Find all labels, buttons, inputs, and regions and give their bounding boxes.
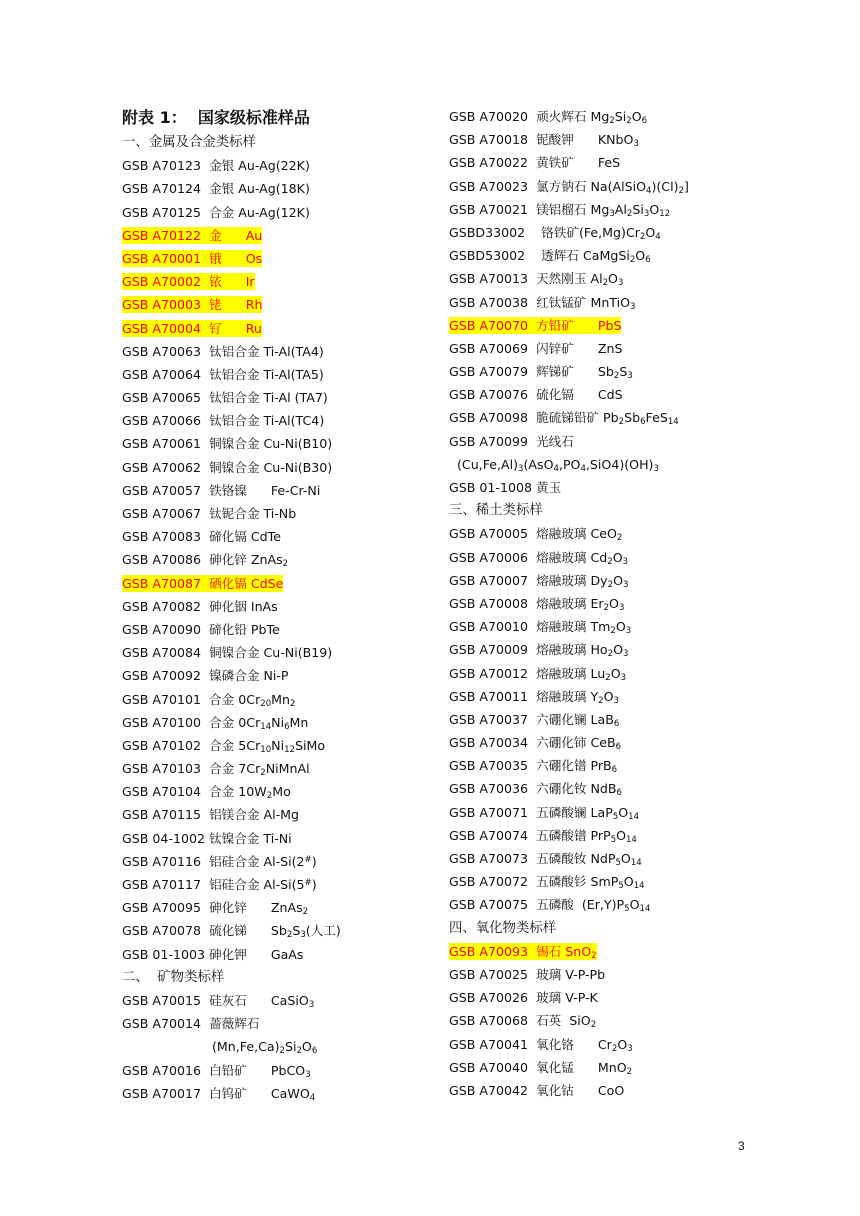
sample-entry <box>122 919 437 942</box>
sample-entry <box>449 198 829 221</box>
sample-entry <box>449 847 829 870</box>
sample-entry <box>122 595 437 618</box>
sample-entry <box>449 662 829 685</box>
sample-entry <box>122 224 437 247</box>
entry-text: GSBD53002 透辉石 $CaMgSi_2O_6$ <box>449 248 651 266</box>
sample-entry <box>449 986 829 1009</box>
entry-text: GSB A70042 氧化钴 CoO <box>449 1082 625 1098</box>
entry-text: GSB A70066 钛铝合金 Ti-Al(TC4) <box>122 413 325 429</box>
entry-text: GSB A70012 熔融玻璃 $Lu_2O_3$ <box>449 665 627 683</box>
entry-text: GSB A70102 合金 $5Cr_{10}Ni_{12}SiMo$ <box>122 737 326 756</box>
sample-entry <box>122 943 437 966</box>
sample-entry <box>122 1012 437 1035</box>
sample-entry <box>449 824 829 847</box>
entry-text: GSB A70009 熔融玻璃 $Ho_2O_3$ <box>449 642 629 660</box>
entry-text: GSB A70063 钛铝合金 Ti-Al(TA4) <box>122 343 324 359</box>
sample-entry <box>122 896 437 919</box>
sample-entry <box>122 757 437 780</box>
sample-entry <box>122 803 437 826</box>
entry-text: GSB A70014 蔷薇辉石 <box>122 1016 260 1032</box>
sample-entry <box>449 175 829 198</box>
entry-text: GSB A70008 熔融玻璃 $Er_2O_3$ <box>449 595 625 614</box>
sample-entry <box>122 989 437 1012</box>
entry-text: GSB A70078 硫化锑 $Sb_2S_3$(人工) <box>122 923 341 941</box>
sample-entry <box>449 151 829 174</box>
entry-text: 附表 1： 国家级标准样品 <box>122 108 310 127</box>
sample-entry <box>449 801 829 824</box>
sample-entry <box>449 430 829 453</box>
entry-text: GSB A70021 镁铝榴石 $Mg_3Al_2Si_3O_{12}$ <box>449 201 671 219</box>
sample-entry <box>122 525 437 548</box>
entry-text: GSB A70007 熔融玻璃 $Dy_2O_3$ <box>449 572 629 590</box>
entry-text: GSB A70098 脆硫锑铅矿 $Pb_2Sb_6FeS_{14}$ <box>449 410 679 428</box>
entry-text: 四、氧化物类标样 <box>449 920 557 936</box>
sample-entry <box>449 476 829 499</box>
sample-entry <box>122 1082 437 1105</box>
sample-entry <box>122 664 437 687</box>
entry-text: GSB A70079 辉锑矿 $Sb_2S_3$ <box>449 364 633 382</box>
entry-text: GSB A70117 铝硅合金 Al-Si(5#) <box>122 877 317 892</box>
sample-entry <box>122 572 437 595</box>
sample-entry <box>449 244 829 267</box>
entry-text: GSB A70083 碲化镉 CdTe <box>122 529 281 545</box>
entry-text: GSB A70065 钛铝合金 Ti-Al (TA7) <box>122 390 328 406</box>
sample-entry <box>449 893 829 916</box>
entry-text: GSB A70071 五磷酸镧 $LaP_5O_{14}$ <box>449 804 640 822</box>
entry-text: GSB A70020 顽火辉石 $Mg_2Si_2O_6$ <box>449 109 648 127</box>
sample-entry <box>122 688 437 711</box>
entry-text: GSBD33002 铬铁矿$(Fe,Mg)Cr_2O_4$ <box>449 224 661 243</box>
entry-text: 三、稀土类标样 <box>449 503 543 519</box>
sample-entry <box>449 267 829 290</box>
sample-entry <box>122 827 437 850</box>
entry-text: GSB A70125 合金 Au-Ag(12K) <box>122 204 310 220</box>
entry-text: $(Cu,Fe,Al)_3(AsO_4,PO_4,SiO4)(OH)_3$ <box>457 456 659 474</box>
section-heading <box>449 917 829 940</box>
entry-text: GSB A70084 铜镍合金 Cu-Ni(B19) <box>122 645 333 661</box>
sample-entry <box>449 963 829 986</box>
sample-entry <box>449 128 829 151</box>
sample-entry <box>449 546 829 569</box>
entry-text: 二、 矿物类标样 <box>122 969 225 985</box>
entry-text: GSB A70116 铝硅合金 Al-Si(2#) <box>122 853 317 869</box>
entry-text: GSB A70095 砷化锌 ZnAs$_2$ <box>122 900 309 918</box>
sample-entry <box>449 870 829 893</box>
highlighted-entry-text: GSB A70087 硒化镉 CdSe <box>122 575 284 591</box>
sample-entry <box>449 221 829 244</box>
highlighted-entry-text: GSB A70122 金 Au <box>122 227 263 243</box>
entry-text: GSB A70010 熔融玻璃 $Tm_2O_3$ <box>449 619 632 637</box>
sample-entry <box>449 592 829 615</box>
sample-entry <box>122 502 437 525</box>
entry-text: GSB A70037 六硼化镧 LaB$_6$ <box>449 711 620 730</box>
sample-entry <box>122 548 437 571</box>
entry-text: GSB A70036 六硼化钕 NdB$_6$ <box>449 781 622 799</box>
highlighted-entry-text: GSB A70093 锡石 SnO$_2$ <box>449 943 597 961</box>
sample-entry <box>449 453 829 476</box>
sample-entry <box>122 711 437 734</box>
entry-text: GSB A70016 白铅矿 PbCO$_3$ <box>122 1062 311 1080</box>
entry-text: 一、金属及合金类标样 <box>122 135 256 150</box>
left-column <box>122 105 437 1105</box>
entry-text: GSB A70069 闪锌矿 ZnS <box>449 340 623 356</box>
entry-text: GSB A70035 六硼化镨 PrB$_6$ <box>449 758 618 776</box>
sample-entry <box>449 731 829 754</box>
entry-text: GSB A70072 五磷酸钐 $SmP_5O_{14}$ <box>449 874 645 892</box>
sample-entry <box>449 754 829 777</box>
entry-text: GSB A70011 熔融玻璃 $Y_2O_3$ <box>449 688 619 706</box>
sample-entry <box>122 734 437 757</box>
sample-entry <box>122 1059 437 1082</box>
entry-text: GSB 04-1002 钛镍合金 Ti-Ni <box>122 830 292 846</box>
entry-text: GSB A70025 玻璃 V-P-Pb <box>449 966 606 982</box>
entry-text: GSB A70062 铜镍合金 Cu-Ni(B30) <box>122 459 333 475</box>
sample-entry <box>449 940 829 963</box>
sample-entry <box>449 406 829 429</box>
page-number: 3 <box>738 1139 745 1153</box>
sample-entry <box>122 618 437 641</box>
sample-entry <box>122 850 437 873</box>
sample-entry <box>122 201 437 224</box>
entry-text: GSB A70022 黄铁矿 FeS <box>449 155 621 171</box>
sample-entry <box>122 340 437 363</box>
entry-text: GSB A70090 碲化铅 PbTe <box>122 621 280 637</box>
section-heading <box>449 499 829 522</box>
entry-text: GSB A70057 铁铬镍 Fe-Cr-Ni <box>122 482 321 498</box>
entry-text: GSB A70015 硅灰石 CaSiO$_3$ <box>122 992 315 1011</box>
sample-entry <box>122 479 437 502</box>
sample-entry <box>449 1079 829 1102</box>
sample-entry <box>122 247 437 270</box>
sample-entry <box>122 432 437 455</box>
entry-text: GSB A70018 铌酸钾 KNbO$_3$ <box>449 132 639 150</box>
sample-entry <box>122 641 437 664</box>
entry-text: GSB A70041 氧化铬 $Cr_2O_3$ <box>449 1036 633 1054</box>
entry-text: GSB A70006 熔融玻璃 $Cd_2O_3$ <box>449 549 629 567</box>
highlighted-entry-text: GSB A70004 钌 Ru <box>122 320 262 336</box>
sample-entry <box>122 456 437 479</box>
sample-entry <box>122 1035 437 1058</box>
sample-entry <box>449 383 829 406</box>
entry-text: GSB A70124 金银 Au-Ag(18K) <box>122 181 310 197</box>
sample-entry <box>449 569 829 592</box>
entry-text: GSB A70086 砷化锌 ZnAs$_2$ <box>122 552 289 570</box>
entry-text: GSB A70026 玻璃 V-P-K <box>449 990 598 1006</box>
entry-text: GSB A70064 钛铝合金 Ti-Al(TA5) <box>122 366 324 382</box>
sample-entry <box>449 638 829 661</box>
sample-entry <box>449 360 829 383</box>
entry-text: GSB A70092 镍磷合金 Ni-P <box>122 668 289 684</box>
sample-entry <box>122 873 437 896</box>
section-heading <box>122 131 437 154</box>
sample-entry <box>449 615 829 638</box>
page-title <box>122 105 437 131</box>
section-heading <box>122 966 437 989</box>
right-column <box>449 105 829 1102</box>
entry-text: GSB A70013 天然刚玉 $Al_2O_3$ <box>449 271 624 289</box>
sample-entry <box>122 409 437 432</box>
entry-text: GSB A70099 光线石 <box>449 433 574 449</box>
entry-text: GSB A70075 五磷酸 $(Er,Y)P_5O_{14}$ <box>449 897 651 915</box>
entry-text: GSB A70061 铜镍合金 Cu-Ni(B10) <box>122 436 333 452</box>
entry-text: GSB A70082 砷化铟 InAs <box>122 598 278 614</box>
entry-text: GSB A70023 氯方钠石 $Na(AlSiO_4)(Cl)_2$] <box>449 178 689 196</box>
sample-entry <box>122 317 437 340</box>
highlighted-entry-text: GSB A70002 铱 Ir <box>122 274 255 290</box>
sample-entry <box>122 363 437 386</box>
sample-entry <box>122 780 437 803</box>
entry-text: $(Mn,Fe,Ca)_2Si_2O_6$ <box>212 1039 318 1057</box>
sample-entry <box>449 105 829 128</box>
entry-text: GSB A70123 金银 Au-Ag(22K) <box>122 158 310 174</box>
entry-text: GSB A70034 六硼化铈 CeB$_6$ <box>449 735 622 753</box>
sample-entry <box>449 314 829 337</box>
sample-entry <box>449 1009 829 1032</box>
entry-text: GSB A70067 钛铌合金 Ti-Nb <box>122 506 297 521</box>
entry-text: GSB A70103 合金 $7Cr_2NiMnAl$ <box>122 761 310 779</box>
entry-text: GSB A70104 合金 $10W_2Mo$ <box>122 784 291 802</box>
entry-text: GSB A70073 五磷酸钕 $NdP_5O_{14}$ <box>449 851 642 869</box>
sample-entry <box>449 1033 829 1056</box>
entry-text: GSB 01-1003 砷化钾 GaAs <box>122 946 304 962</box>
entry-text: GSB A70005 熔融玻璃 CeO$_2$ <box>449 526 623 544</box>
entry-text: GSB A70068 石英 SiO$_2$ <box>449 1013 597 1031</box>
entry-text: GSB A70115 铝镁合金 Al-Mg <box>122 807 299 823</box>
entry-text: GSB A70017 白钨矿 CaWO$_4$ <box>122 1085 316 1103</box>
highlighted-entry-text: GSB A70070 方铅矿 PbS <box>449 317 622 333</box>
sample-entry <box>449 1056 829 1079</box>
sample-entry <box>449 291 829 314</box>
sample-entry <box>122 177 437 200</box>
sample-entry <box>449 337 829 360</box>
entry-text: GSB A70038 红钛锰矿 MnTiO$_3$ <box>449 294 636 312</box>
entry-text: GSB 01-1008 黄玉 <box>449 480 562 495</box>
entry-text: GSB A70040 氧化锰 MnO$_2$ <box>449 1059 633 1077</box>
sample-entry <box>122 386 437 409</box>
sample-entry <box>449 777 829 800</box>
highlighted-entry-text: GSB A70003 铑 Rh <box>122 297 263 313</box>
highlighted-entry-text: GSB A70001 锇 Os <box>122 250 263 266</box>
sample-entry <box>122 154 437 177</box>
entry-text: GSB A70076 硫化镉 CdS <box>449 387 623 403</box>
sample-entry <box>449 708 829 731</box>
sample-entry <box>449 522 829 545</box>
entry-text: GSB A70074 五磷酸镨 $PrP_5O_{14}$ <box>449 827 637 845</box>
entry-text: GSB A70100 合金 $0Cr_{14}Ni_6Mn$ <box>122 714 309 732</box>
sample-entry <box>449 685 829 708</box>
sample-entry <box>122 293 437 316</box>
entry-text: GSB A70101 合金 $0Cr_{20}Mn_2$ <box>122 691 296 709</box>
sample-entry <box>122 270 437 293</box>
